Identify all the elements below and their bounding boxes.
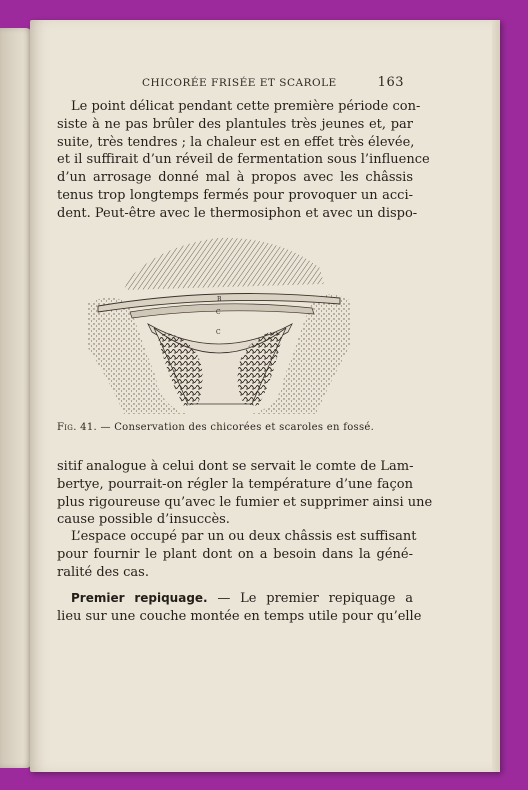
paragraph-1 (57, 98, 430, 223)
text-line: suite, très tendres ; la chaleur est en effet très élevée, (57, 134, 415, 150)
paragraph-4 (57, 590, 422, 626)
figure-label: C (216, 329, 221, 336)
text-line: ralité des cas. (57, 564, 149, 580)
cover-sheet (130, 304, 314, 318)
figure-caption-number: Fig. 41. (57, 422, 97, 433)
left-page-edge (0, 28, 32, 768)
text-line: pour fournir le plant dont on a besoin dans la géné- (57, 546, 413, 562)
figure-caption-text: — Conservation des chicorées et scaroles en fossé. (100, 422, 375, 433)
figure-label: C (216, 309, 221, 316)
text-line: et il suffirait d’un réveil de fermentation sous l’influence (57, 152, 430, 168)
paragraph-3 (57, 528, 417, 581)
trench-illustration (88, 228, 350, 418)
text-line: siste à ne pas brûler des plantules très jeunes et, par (57, 116, 413, 132)
figure-caption (57, 422, 417, 433)
paragraph-2 (57, 458, 433, 529)
text-line (57, 590, 413, 608)
text-line: Le point délicat pendant cette première période con- (71, 99, 421, 114)
text-line: plus rigoureuse qu’avec le fumier et supprimer ainsi une (57, 494, 433, 510)
text-line-rest: — Le premier repiquage a (217, 591, 413, 606)
text-line: lieu sur une couche montée en temps utile pour qu’elle (57, 608, 422, 624)
text-line: d’un arrosage donné mal à propos avec les châssis (57, 170, 413, 186)
page-fore-edge (492, 20, 500, 772)
text-line: bertye, pourrait-on régler la température d’une façon (57, 476, 413, 492)
straw-mound (124, 238, 324, 290)
text-line: sitif analogue à celui dont se servait le comte de Lam- (57, 459, 414, 474)
text-line: L’espace occupé par un ou deux châssis est suffisant (71, 529, 417, 544)
running-head-title: CHICORÉE FRISÉE ET SCAROLE (142, 77, 337, 89)
text-line: dent. Peut-être avec le thermosiphon et avec un dispo- (57, 205, 418, 221)
text-line: tenus trop longtemps fermés pour provoquer un acci- (57, 187, 413, 203)
page-number: 163 (377, 75, 404, 90)
figure-label: B (217, 296, 222, 303)
text-line: cause possible d’insuccès. (57, 512, 230, 528)
section-heading: Premier repiquage. (71, 591, 208, 605)
